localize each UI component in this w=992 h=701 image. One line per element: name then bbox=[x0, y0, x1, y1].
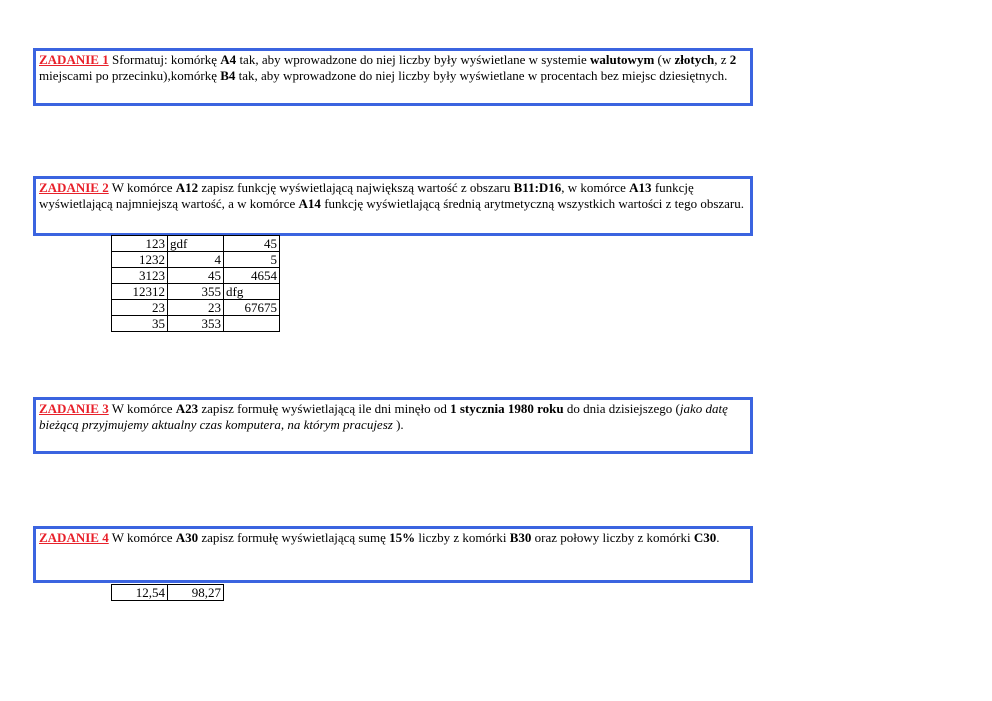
task-1-box bbox=[33, 48, 753, 106]
task-2-text: funkcję wyświetlającą średnią arytmetyczną wszystkich wartości z tego obszaru. bbox=[320, 196, 744, 211]
table-cell: 3123 bbox=[112, 268, 168, 284]
task-1-bold: walutowym bbox=[590, 52, 655, 67]
table-row bbox=[112, 316, 280, 332]
task-3-label: ZADANIE 3 bbox=[39, 401, 109, 416]
table-cell: 4 bbox=[168, 252, 224, 268]
task-2-bold: B11:D16 bbox=[513, 180, 562, 195]
table-cell: 4654 bbox=[224, 268, 280, 284]
task-1-text: tak, aby wprowadzone do niej liczby były wyświetlane w procentach bez miejsc dziesiętnych. bbox=[235, 68, 728, 83]
task-1-bold: A4 bbox=[220, 52, 237, 67]
task-1-text: (w bbox=[654, 52, 675, 67]
task-2-box bbox=[33, 176, 753, 236]
table-cell: 35 bbox=[112, 316, 168, 332]
task-3-text: W komórce bbox=[108, 401, 176, 416]
table-cell: 45 bbox=[224, 236, 280, 252]
table-cell: 23 bbox=[168, 300, 224, 316]
table-cell: gdf bbox=[168, 236, 224, 252]
table-cell: 353 bbox=[168, 316, 224, 332]
task-4-box bbox=[33, 526, 753, 583]
task-4-text: W komórce bbox=[108, 530, 176, 545]
task-2-label: ZADANIE 2 bbox=[39, 180, 109, 195]
table-cell: 1232 bbox=[112, 252, 168, 268]
table-row bbox=[112, 284, 280, 300]
table-cell: 98,27 bbox=[168, 585, 224, 601]
table-cell: 12,54 bbox=[112, 585, 168, 601]
task-2-text: funkcję wyświetlającą najmniejszą wartość, a w komórce bbox=[39, 180, 694, 211]
table-cell: 355 bbox=[168, 284, 224, 300]
task-2-text: zapisz funkcję wyświetlającą największą wartość z obszaru bbox=[198, 180, 514, 195]
task-1-bold: B4 bbox=[220, 68, 236, 83]
table-cell: dfg bbox=[224, 284, 280, 300]
task-2-bold: A14 bbox=[298, 196, 321, 211]
table-cell bbox=[224, 316, 280, 332]
task-3-text: do dnia dzisiejszego ( bbox=[563, 401, 680, 416]
task-3-bold: A23 bbox=[175, 401, 199, 416]
task-4-text: . bbox=[716, 530, 720, 545]
data-grid-1 bbox=[111, 235, 280, 332]
task-1-label: ZADANIE 1 bbox=[39, 52, 109, 67]
table-cell: 123 bbox=[112, 236, 168, 252]
task-2-bold: A13 bbox=[629, 180, 652, 195]
task-2-text: W komórce bbox=[108, 180, 176, 195]
task-1-bold: złotych bbox=[674, 52, 715, 67]
task-1-text: miejscami po przecinku),komórkę bbox=[39, 68, 221, 83]
table-row bbox=[112, 268, 280, 284]
task-4-bold: A30 bbox=[175, 530, 199, 545]
table-row bbox=[112, 585, 224, 601]
task-4-text: liczby z komórki bbox=[415, 530, 510, 545]
task-4-bold: 15% bbox=[389, 530, 416, 545]
table-cell: 23 bbox=[112, 300, 168, 316]
table-cell: 5 bbox=[224, 252, 280, 268]
data-grid-2 bbox=[111, 584, 224, 601]
task-1-bold: 2 bbox=[729, 52, 737, 67]
task-3-box bbox=[33, 397, 753, 454]
table-row bbox=[112, 236, 280, 252]
table-row bbox=[112, 252, 280, 268]
task-3-bold: 1 stycznia 1980 roku bbox=[450, 401, 564, 416]
task-4-bold: B30 bbox=[509, 530, 532, 545]
task-4-bold: C30 bbox=[693, 530, 717, 545]
task-1-text: , z bbox=[714, 52, 730, 67]
table-cell: 67675 bbox=[224, 300, 280, 316]
task-3-italic: jako datę bieżącą przyjmujemy aktualny czas komputera, na którym pracujesz bbox=[39, 401, 728, 432]
task-1-text: tak, aby wprowadzone do niej liczby były wyświetlane w systemie bbox=[236, 52, 590, 67]
table-row bbox=[112, 300, 280, 316]
table-cell: 12312 bbox=[112, 284, 168, 300]
task-3-text: zapisz formułę wyświetlającą ile dni minęło od bbox=[198, 401, 451, 416]
task-1-text: Sformatuj: komórkę bbox=[108, 52, 221, 67]
task-4-text: oraz połowy liczby z komórki bbox=[531, 530, 694, 545]
task-3-text: ). bbox=[392, 417, 404, 432]
task-4-text: zapisz formułę wyświetlającą sumę bbox=[198, 530, 390, 545]
task-2-bold: A12 bbox=[175, 180, 199, 195]
table-cell: 45 bbox=[168, 268, 224, 284]
task-4-label: ZADANIE 4 bbox=[39, 530, 109, 545]
task-2-text: , w komórce bbox=[561, 180, 630, 195]
